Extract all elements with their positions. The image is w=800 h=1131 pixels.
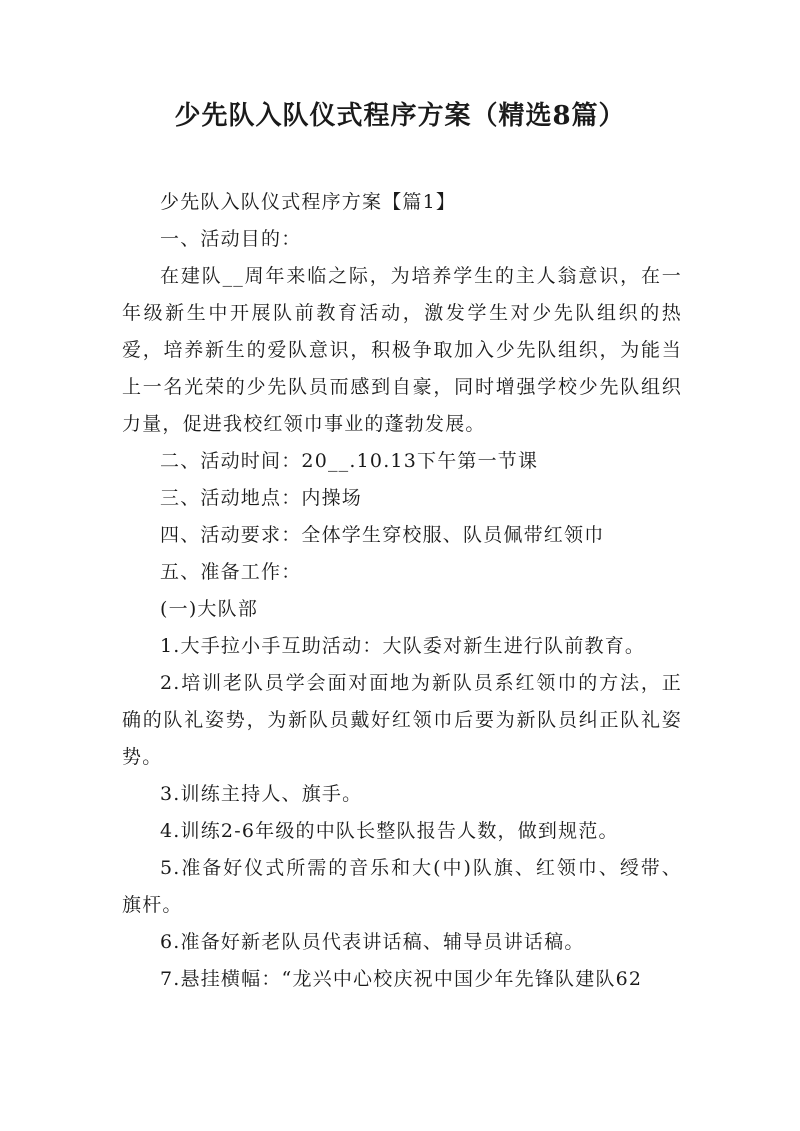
list-item-1: 1.大手拉小手互助活动：大队委对新生进行队前教育。: [160, 635, 646, 657]
activity-location: 三、活动地点：内操场: [160, 487, 363, 509]
activity-time: 二、活动时间：20__.10.13下午第一节课: [160, 450, 539, 472]
list-item-4: 4.训练2-6年级的中队长整队报告人数，做到规范。: [160, 820, 619, 842]
list-item-7: 7.悬挂横幅：“龙兴中心校庆祝中国少年先锋队建队62: [160, 968, 643, 990]
section-heading: 少先队入队仪式程序方案【篇1】: [160, 191, 457, 213]
list-item-5: 5.准备好仪式所需的音乐和大(中)队旗、红领巾、绶带、旗杆。: [122, 857, 682, 916]
paragraph-activity-purpose: 在建队__周年来临之际，为培养学生的主人翁意识，在一年级新生中开展队前教育活动，激发学生对少先队组织的热爱，培养新生的爱队意识，积极争取加入少先队组织，为能当上一名光荣的少先队员而感到自豪，同时增强学校少先队组织力量，促进我校红领巾事业的蓬勃发展。: [122, 265, 682, 435]
list-item-3: 3.训练主持人、旗手。: [160, 783, 363, 805]
heading-activity-purpose: 一、活动目的：: [160, 228, 302, 250]
heading-preparation: 五、准备工作：: [160, 561, 302, 583]
document-title: 少先队入队仪式程序方案（精选8篇）: [174, 101, 626, 131]
list-item-6: 6.准备好新老队员代表讲话稿、辅导员讲话稿。: [160, 931, 585, 953]
activity-requirements: 四、活动要求：全体学生穿校服、队员佩带红领巾: [160, 524, 605, 546]
subheading-brigade: (一)大队部: [160, 598, 259, 620]
list-item-2: 2.培训老队员学会面对面地为新队员系红领巾的方法，正确的队礼姿势，为新队员戴好红领巾后要为新队员纠正队礼姿势。: [122, 672, 682, 768]
document-body: [122, 184, 682, 998]
